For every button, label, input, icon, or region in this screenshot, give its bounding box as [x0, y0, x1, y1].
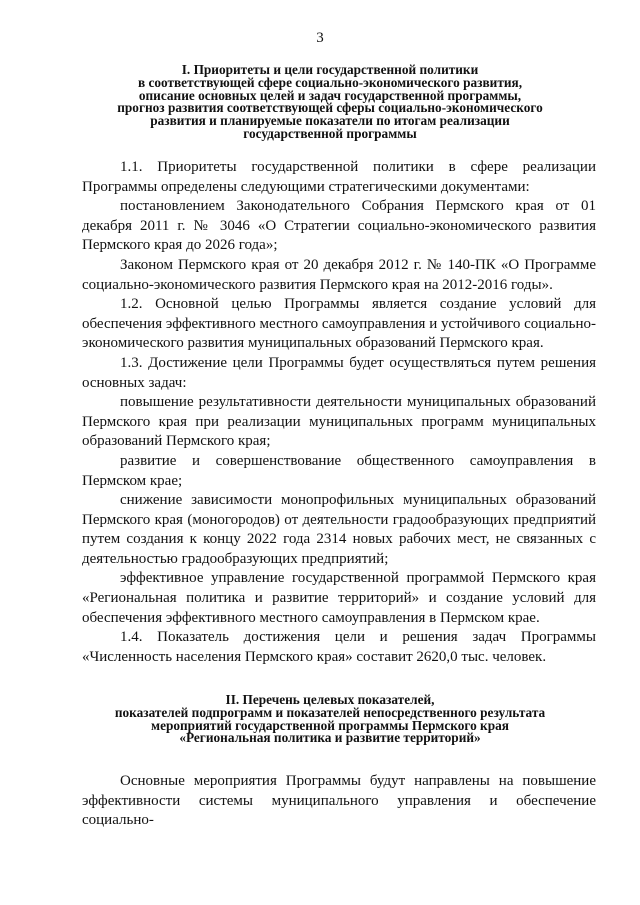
- paragraph: развитие и совершенствование общественного самоуправления в Пермском крае;: [82, 452, 596, 489]
- paragraph: 1.3. Достижение цели Программы будет осуществляться путем решения основных задач:: [82, 354, 596, 391]
- section-2-heading: [70, 694, 590, 745]
- section-1-body: [82, 158, 596, 667]
- section-1-heading: [70, 64, 590, 141]
- paragraph: Законом Пермского края от 20 декабря 2012 г. № 140-ПК «О Программе социально-экономического развития Пермского края на 2012-2016 годы».: [82, 256, 596, 293]
- paragraph: 1.1. Приоритеты государственной политики в сфере реализации Программы определены следующими стратегическими документами:: [82, 159, 596, 195]
- heading-line: «Региональная политика и развитие территорий»: [179, 730, 481, 746]
- paragraph: 1.2. Основной целью Программы является создание условий для обеспечения эффективного местного самоуправления и устойчивого социально-экономического развития муниципальных образований Пермского края.: [82, 296, 596, 352]
- heading-line: развития и планируемые показатели по итогам реализации: [150, 113, 510, 129]
- heading-line: в соответствующей сфере социально-экономического развития,: [137, 74, 523, 90]
- heading-line: мероприятий государственной программы Пермского края: [151, 717, 509, 733]
- section-2-body: [82, 772, 596, 831]
- heading-line: описание основных целей и задач государственной программы,: [138, 87, 522, 103]
- paragraph: постановлением Законодательного Собрания Пермского края от 01 декабря 2011 г. № 3046 «О Стратегии социально-экономического развития Пермского края до 2026 года»;: [82, 198, 596, 254]
- heading-line: II. Перечень целевых показателей,: [225, 692, 435, 707]
- heading-line: прогноз развития соответствующей сферы социально-экономического: [117, 100, 543, 116]
- paragraph: Основные мероприятия Программы будут направлены на повышение эффективности системы муниципального управления и обеспечение социально-: [82, 773, 596, 829]
- heading-line: государственной программы: [243, 125, 417, 141]
- heading-line: показателей подпрограмм и показателей непосредственного результата: [114, 704, 546, 720]
- page-number: 3: [316, 30, 324, 46]
- paragraph: эффективное управление государственной программой Пермского края «Региональная политика и развитие территорий» и создание условий для обеспечения эффективного местного самоуправления в Пермском крае.: [82, 570, 596, 626]
- paragraph: 1.4. Показатель достижения цели и решения задач Программы «Численность населения Пермского края» составит 2620,0 тыс. человек.: [82, 629, 596, 665]
- heading-line: I. Приоритеты и цели государственной политики: [181, 62, 479, 77]
- paragraph: повышение результативности деятельности муниципальных образований Пермского края при реализации муниципальных программ муниципальных образований Пермского края;: [82, 394, 596, 450]
- paragraph: снижение зависимости монопрофильных муниципальных образований Пермского края (моногородов) от деятельности градообразующих предприятий путем создания к концу 2022 года 2314 новых рабочих мест, не связанных с деятельностью градообразующих предприятий;: [82, 492, 596, 567]
